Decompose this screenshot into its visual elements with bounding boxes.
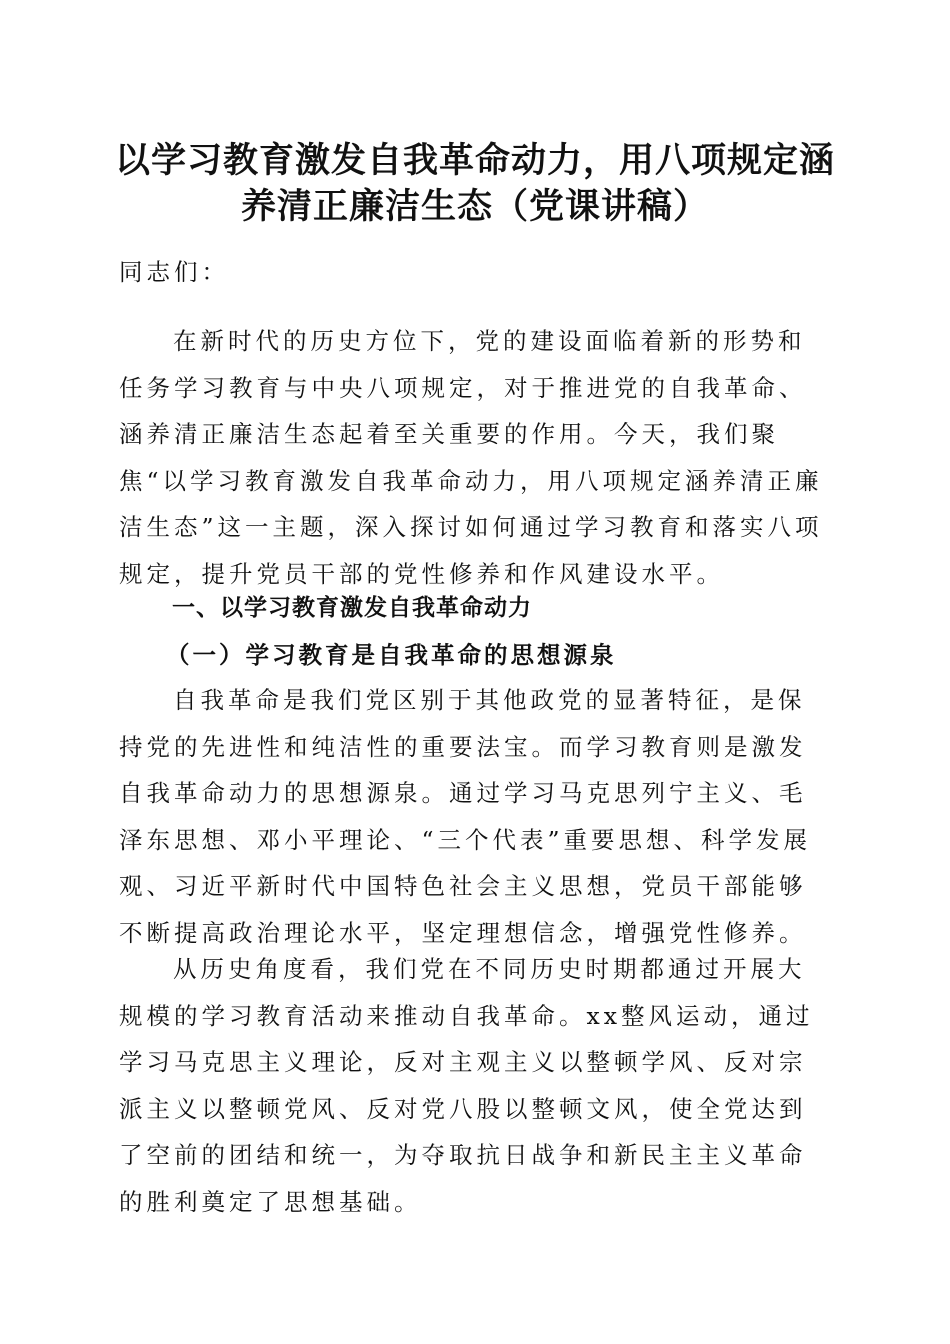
section-1-paragraph-2: 从历史角度看，我们党在不同历史时期都通过开展大规模的学习教育活动来推动自我革命。xx整风运动，通过学习马克思主义理论，反对主观主义以整顿学风、反对宗派主义以整顿党风、反对党八股以整顿文风，使全党达到了空前的团结和统一，为夺取抗日战争和新民主主义革命的胜利奠定了思想基础。 <box>119 955 814 1216</box>
intro-paragraph: 在新时代的历史方位下，党的建设面临着新的形势和任务学习教育与中央八项规定，对于推进党的自我革命、涵养清正廉洁生态起着至关重要的作用。今天，我们聚焦“以学习教育激发自我革命动力，用八项规定涵养清正廉洁生态”这一主题，深入探讨如何通过学习教育和落实八项规定，提升党员干部的党性修养和作风建设水平。 <box>119 327 823 588</box>
document-title-line-1: 以学习教育激发自我革命动力，用八项规定涵 <box>114 140 835 181</box>
document-title-line-2: 养清正廉洁生态（党课讲稿） <box>240 186 709 227</box>
subsection-1-heading: （一）学习教育是自我革命的思想源泉 <box>166 641 617 669</box>
salutation: 同志们： <box>119 258 229 286</box>
section-1-paragraph-1: 自我革命是我们党区别于其他政党的显著特征，是保持党的先进性和纯洁性的重要法宝。而学习教育则是激发自我革命动力的思想源泉。通过学习马克思列宁主义、毛泽东思想、邓小平理论、“三个代表”重要思想、科学发展观、习近平新时代中国特色社会主义思想，党员干部能够不断提高政治理论水平，坚定理想信念，增强党性修养。 <box>119 686 812 947</box>
section-1-heading: 一、以学习教育激发自我革命动力 <box>172 595 532 621</box>
